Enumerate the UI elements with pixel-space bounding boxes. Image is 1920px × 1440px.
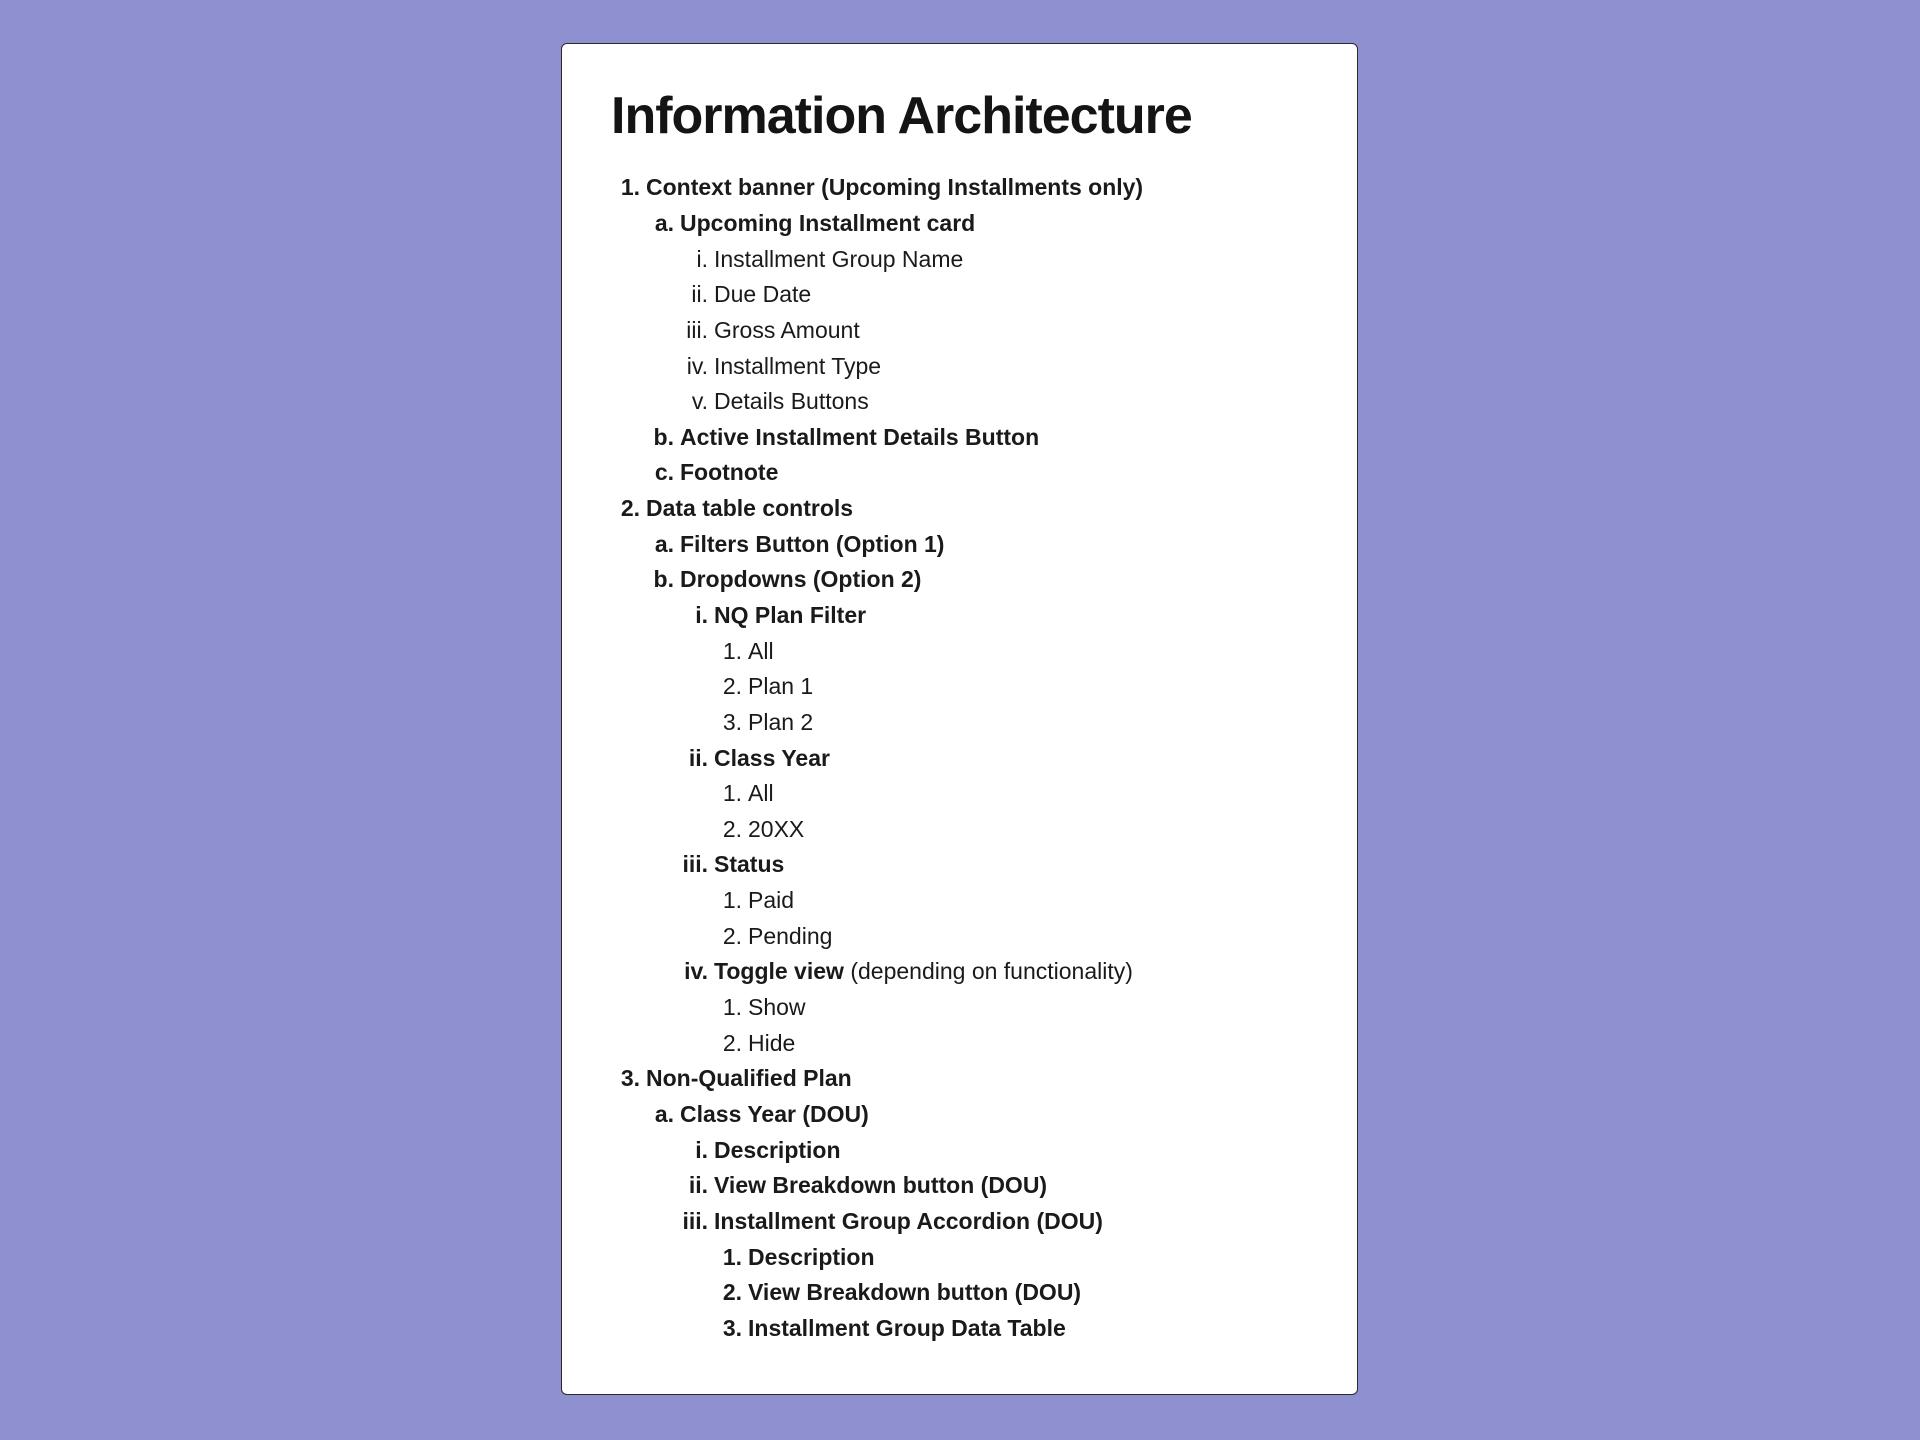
- outline-item: [562, 1239, 1357, 1275]
- outline-item: [562, 455, 1357, 491]
- document-card: [561, 43, 1358, 1395]
- list-item-text: Class Year (DOU): [680, 1100, 869, 1127]
- list-marker: ii.: [688, 744, 708, 771]
- list-marker: 2.: [722, 922, 742, 949]
- list-marker: 2.: [722, 1279, 742, 1306]
- list-marker: 2.: [722, 815, 742, 842]
- list-item-text: Hide: [748, 1029, 796, 1056]
- list-item-text: View Breakdown button (DOU): [748, 1279, 1082, 1306]
- list-marker: v.: [691, 388, 708, 415]
- outline-item: [562, 1061, 1357, 1097]
- list-marker: iii.: [682, 1207, 708, 1234]
- list-marker: 3.: [722, 1314, 742, 1341]
- outline-item: [562, 669, 1357, 705]
- outline-item: [562, 384, 1357, 420]
- list-item-text: Data table controls: [646, 495, 854, 522]
- list-marker: 1.: [722, 887, 742, 914]
- outline-item: [562, 1311, 1357, 1347]
- list-item-text: All: [748, 780, 774, 807]
- outline-item: [562, 170, 1357, 206]
- outline-item: [562, 1132, 1357, 1168]
- page-title: Information Architecture: [611, 87, 1192, 145]
- list-marker: 2.: [722, 673, 742, 700]
- outline-item: [562, 348, 1357, 384]
- list-marker: i.: [695, 1136, 708, 1163]
- outline-item: [562, 740, 1357, 776]
- list-item-text: Installment Group Data Table: [748, 1314, 1066, 1341]
- list-item-text: Status: [714, 851, 785, 878]
- list-marker: 1.: [722, 637, 742, 664]
- outline-item: [562, 990, 1357, 1026]
- outline-item: [562, 1204, 1357, 1240]
- list-item-note: (depending on functionality): [843, 958, 1133, 985]
- list-marker: 1.: [722, 994, 742, 1021]
- list-marker: ii.: [688, 1172, 708, 1199]
- list-marker: i.: [696, 245, 708, 272]
- list-item-text: Dropdowns (Option 2): [680, 566, 922, 593]
- list-item-text: Paid: [748, 887, 795, 914]
- list-item-text: Non-Qualified Plan: [646, 1065, 852, 1092]
- list-item-text: Description: [714, 1136, 841, 1163]
- list-marker: b.: [653, 423, 674, 450]
- outline-item: [562, 526, 1357, 562]
- list-marker: a.: [654, 530, 674, 557]
- outline-item: [562, 277, 1357, 313]
- outline-item: [562, 1025, 1357, 1061]
- list-item-label: Toggle view: [714, 958, 844, 985]
- outline-item: [562, 419, 1357, 455]
- list-item-text: View Breakdown button (DOU): [714, 1172, 1048, 1199]
- list-marker: 3.: [722, 708, 742, 735]
- list-marker: iii.: [682, 851, 708, 878]
- list-item-text: All: [748, 637, 774, 664]
- outline-item: [562, 1097, 1357, 1133]
- outline-item: [562, 847, 1357, 883]
- list-marker: c.: [654, 459, 674, 486]
- outline-item: [562, 1275, 1357, 1311]
- list-item-text: Context banner (Upcoming Installments only): [646, 174, 1144, 201]
- list-marker: ii.: [691, 281, 708, 308]
- outline-item: [562, 313, 1357, 349]
- list-item-text: Due Date: [714, 281, 812, 308]
- list-item-text: Description: [748, 1243, 875, 1270]
- list-item-text: Details Buttons: [714, 388, 869, 415]
- list-item-text: Filters Button (Option 1): [680, 530, 945, 557]
- list-item-text: Installment Group Accordion (DOU): [714, 1207, 1103, 1234]
- list-marker: iv.: [686, 352, 708, 379]
- list-item-text: Footnote: [680, 459, 779, 486]
- list-item-text: Upcoming Installment card: [680, 209, 976, 236]
- outline-list: [562, 170, 1357, 1346]
- list-item-text: Active Installment Details Button: [680, 423, 1040, 450]
- list-marker: a.: [654, 1100, 674, 1127]
- outline-item: [562, 705, 1357, 741]
- outline-item: [562, 954, 1357, 990]
- list-marker: 1.: [722, 1243, 742, 1270]
- list-item-text: NQ Plan Filter: [714, 602, 867, 628]
- list-marker: iii.: [686, 316, 708, 343]
- outline-item: [562, 491, 1357, 527]
- list-marker: 1.: [722, 780, 742, 807]
- list-marker: a.: [654, 209, 674, 236]
- list-marker: iv.: [684, 958, 708, 985]
- list-marker: i.: [695, 602, 708, 628]
- list-item-text: Installment Group Name: [714, 245, 964, 272]
- list-marker: 2.: [722, 1029, 742, 1056]
- outline-item: [562, 918, 1357, 954]
- outline-item: [562, 883, 1357, 919]
- list-marker: b.: [653, 566, 674, 593]
- list-item-text: Class Year: [714, 744, 830, 771]
- list-item-text: Pending: [748, 922, 833, 949]
- list-item-text: Show: [748, 994, 806, 1021]
- outline-item: [562, 562, 1357, 598]
- list-item-text: 20XX: [748, 815, 805, 842]
- list-item-text: [714, 958, 1133, 985]
- outline-item: [562, 206, 1357, 242]
- outline-item: [562, 776, 1357, 812]
- outline-item: [562, 812, 1357, 848]
- list-item-text: Plan 1: [748, 673, 814, 700]
- list-item-text: Installment Type: [714, 352, 882, 379]
- outline-item: [562, 1168, 1357, 1204]
- list-marker: 3.: [620, 1065, 640, 1092]
- outline-item: [562, 241, 1357, 277]
- outline-item: [562, 598, 1357, 634]
- list-marker: 1.: [620, 174, 640, 201]
- list-item-text: Plan 2: [748, 708, 814, 735]
- list-marker: 2.: [620, 495, 640, 522]
- list-item-text: Gross Amount: [714, 316, 860, 343]
- outline-item: [562, 633, 1357, 669]
